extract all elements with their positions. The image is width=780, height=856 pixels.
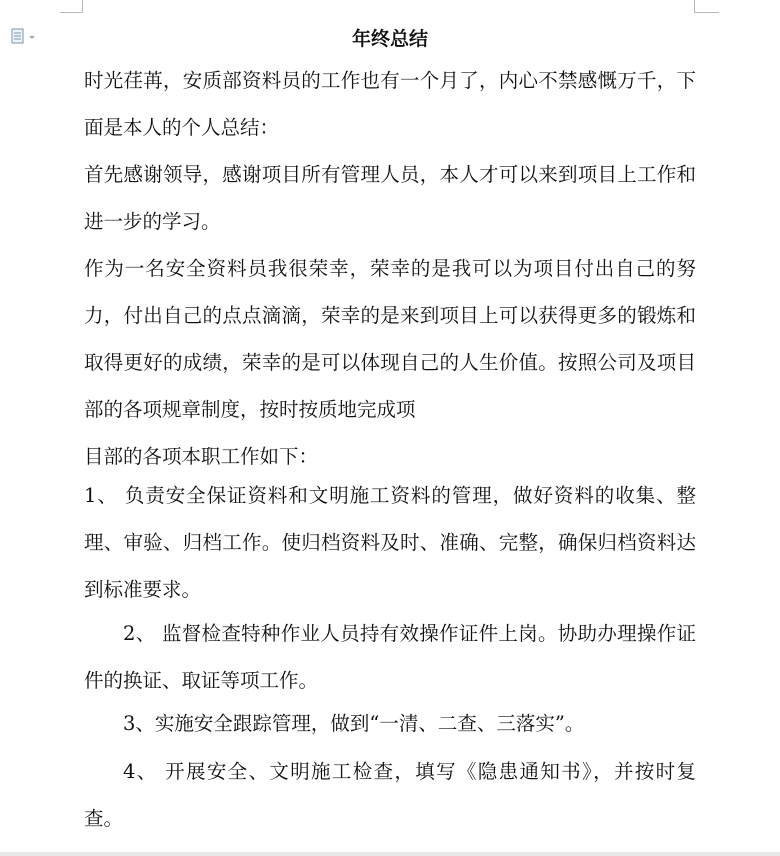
- document-title: 年终总结: [351, 28, 428, 50]
- crop-mark-top-left: [60, 0, 83, 13]
- list-item-3: 3、实施安全跟踪管理，做到“一清、二查、三落实”。: [123, 712, 585, 735]
- list-item-4: 4、 开展安全、文明施工检查，填写《隐患通知书》，并按时复查。: [84, 760, 696, 830]
- list-item-2: 2、 监督检查特种作业人员持有效操作证件上岗。协助办理操作证件的换证、取证等项工作。: [84, 622, 696, 692]
- page-bottom-edge: [0, 852, 780, 856]
- paragraph-honor: 作为一名安全资料员我很荣幸，荣幸的是我可以为项目付出自己的努力，付出自己的点点滴滴，荣幸的是来到项目上可以获得更多的锻炼和取得更好的成绩，荣幸的是可以体现自己的人生价值。按照公司及项目部的各项规章制度，按时按质地完成项: [84, 257, 696, 421]
- paragraph-duties-intro: 目部的各项本职工作如下：: [84, 445, 319, 468]
- list-item-1: 1、 负责安全保证资料和文明施工资料的管理，做好资料的收集、整理、审验、归档工作。使归档资料及时、准确、完整，确保归档资料达到标准要求。: [84, 484, 696, 601]
- crop-mark-top-right: [694, 0, 719, 13]
- paragraph-thanks: 首先感谢领导，感谢项目所有管理人员，本人才可以来到项目上工作和进一步的学习。: [84, 163, 696, 233]
- paragraph-intro: 时光荏苒，安质部资料员的工作也有一个月了，内心不禁感慨万千，下面是本人的个人总结：: [84, 69, 696, 139]
